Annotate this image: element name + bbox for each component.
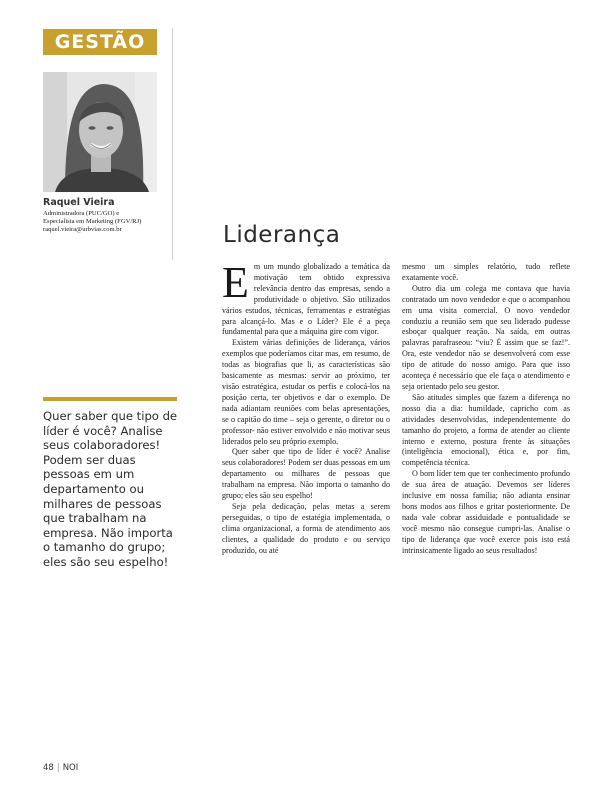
article-column-left (222, 258, 390, 556)
author-photo (43, 72, 157, 192)
article-paragraph: O bom líder tem que ter conhecimento profundo de sua área de atuação. Devemos ser líderes inclusive em nossa família; não adianta ensinar bons modos aos filhos e gritar posteriormente. De nada vale cobrar assiduidade e pontualidade se você mesmo não consegue cumpri-las. Analise o tipo de liderança que você exerce pois isto está intrinsicamente ligado ao seus resultados! (402, 469, 570, 555)
article-paragraph: mesmo um simples relatório, tudo reflete exatamente você. (402, 262, 570, 282)
author-bio-line: Administradora (PUC/GO) e (43, 210, 120, 217)
article-paragraph: Outro dia um colega me contava que havia contratado um novo vendedor e que o acompanhou em uma visita comercial. O novo vendedor conduziu a reunião sem que seu liderado pudesse esboçar qualquer reação. Na saída, em outras palavras parafraseou: “viu? É assim que se faz!”. Ora, este vendedor não se desenvolverá com esse tipo de atitude do nosso amigo. Para que isso aconteça é necessário que ele faça o atendimento e seja orientado pelo seu gestor. (402, 283, 570, 391)
pullquote-rule (43, 397, 177, 401)
section-banner: GESTÃO (43, 29, 157, 55)
portrait-illustration (43, 72, 157, 192)
article-paragraph (222, 258, 390, 338)
magazine-name: NOI (62, 763, 79, 773)
article-paragraph: São atitudes simples que fazem a diferença no nosso dia a dia: humildade, capricho com as atividades desenvolvidas, independentemente do tamanho do projeto, a forma de atender ao cliente interno e externo, postura frente às situações (inteligência emocional), ética e, por fim, competência técnica. (402, 392, 570, 468)
article-paragraph: Seja pela dedicação, pelas metas a serem perseguidas, o tipo de estatégia implementada, o clima organizacional, a forma de atendimento aos clientes, a qualidade do produto e ou serviço produzido, ou até (222, 501, 390, 555)
article-paragraph: Quer saber que tipo de líder é você? Analise seus colaboradores! Podem ser duas pessoas em um departamento ou milhares de pessoas que trabalham na empresa. Não importa o tamanho do grupo; eles são seu espelho! (222, 447, 390, 501)
page-folio (43, 763, 78, 773)
article-column-right (402, 262, 570, 556)
author-email: raquel.vieira@urbvias.com.br (43, 226, 122, 234)
article-paragraph-text: m um mundo globalizado a temática da motivação tem obtido expressiva relevância dentro das empresas, sendo a produtividade o objetivo. São utilizados vários estudos, técnicas, ferramentas e estratégias para alcançá-lo. Mas e o Líder? Ele é a peça fundamental para que a máquina gire com vigor. (222, 262, 390, 337)
page-number: 48 (43, 763, 54, 773)
drop-cap: E (222, 258, 249, 307)
author-name: Raquel Vieira (43, 197, 115, 208)
author-bio-line: Especialista em Marketing (FGV/RJ) (43, 218, 142, 226)
folio-separator: | (56, 763, 60, 773)
pullquote: Quer saber que tipo de líder é você? Analise seus colaboradores! Podem ser duas pessoas em um departamento ou milhares de pessoas que trabalham na empresa. Não importa o tamanho do grupo; eles são seu espelho! (43, 409, 178, 569)
author-bio (43, 210, 169, 235)
sidebar-divider (172, 28, 173, 260)
article-title: Liderança (223, 222, 341, 248)
article-paragraph: Existem várias definições de liderança, vários exemplos que poderíamos citar mas, em resumo, de todas as biografias que li, as características são basicamente as mesmas: servir ao próximo, ter visão estratégica, estudar os perfis e colocá-los na posição certa, ter objetivos e dar o exemplo. De nada adiantam reuniões com belas apresentações, se o capitão do time – seja o gerente, o diretor ou o professor- não estiver envolvido e não motivar seus liderados pelo seu próprio exemplo. (222, 338, 390, 446)
